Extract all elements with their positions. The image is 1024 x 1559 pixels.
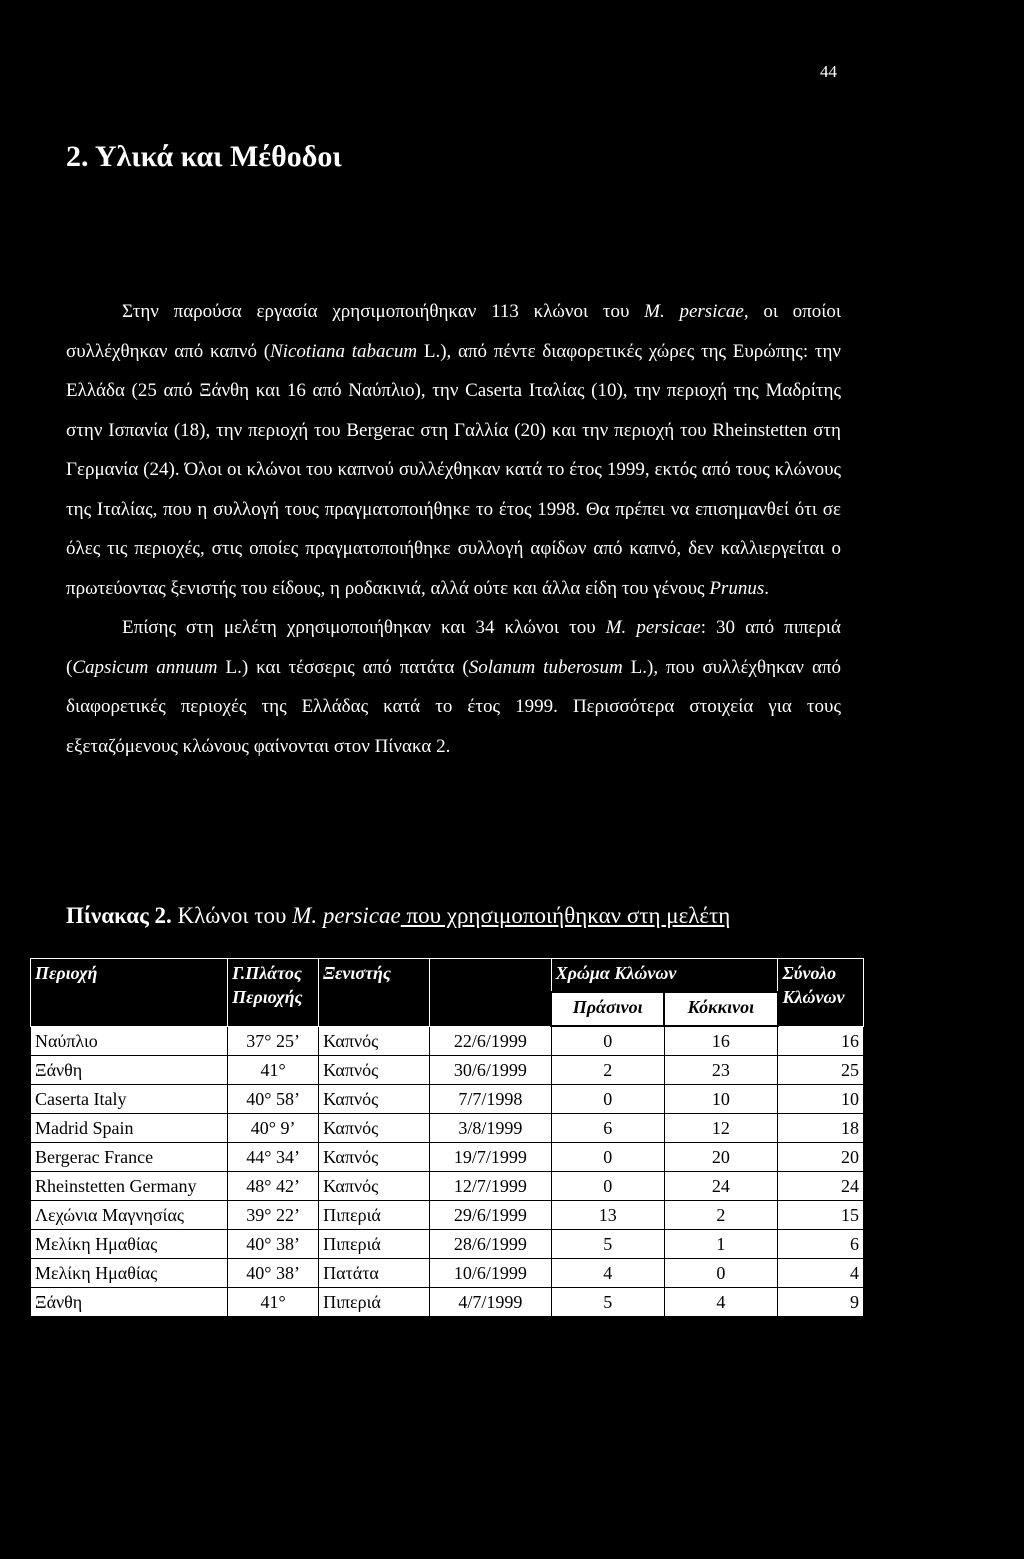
cell-total: 20	[778, 1143, 864, 1172]
table-row	[31, 1114, 864, 1143]
cell-total: 16	[778, 1026, 864, 1056]
cell-red: 23	[664, 1056, 777, 1085]
cell-red: 12	[664, 1114, 777, 1143]
caption-text: που χρησιμοποιήθηκαν στη μελέτη	[400, 903, 731, 928]
header-latitude: Γ.Πλάτος Περιοχής	[228, 959, 319, 1027]
cell-host: Πιπεριά	[319, 1230, 430, 1259]
cell-red: 0	[664, 1259, 777, 1288]
cell-total: 10	[778, 1085, 864, 1114]
section-title: 2. Υλικά και Μέθοδοι	[66, 140, 342, 173]
cell-region: Μελίκη Ημαθίας	[31, 1230, 228, 1259]
caption-species: M. persicae	[292, 903, 401, 928]
cell-green: 6	[551, 1114, 664, 1143]
cell-host: Καπνός	[319, 1172, 430, 1201]
cell-date: 4/7/1999	[430, 1288, 551, 1317]
cell-region: Madrid Spain	[31, 1114, 228, 1143]
cell-total: 6	[778, 1230, 864, 1259]
cell-host: Πατάτα	[319, 1259, 430, 1288]
cell-date: 30/6/1999	[430, 1056, 551, 1085]
cell-green: 0	[551, 1143, 664, 1172]
table-row	[31, 1288, 864, 1317]
header-host: Ξενιστής	[319, 959, 430, 1027]
header-clone-color: Χρώμα Κλώνων	[551, 959, 777, 993]
cell-green: 5	[551, 1230, 664, 1259]
caption-text: Κλώνοι του	[171, 903, 293, 928]
text-run: Επίσης στη μελέτη χρησιμοποιήθηκαν και 34 κλώνοι του	[122, 617, 606, 638]
table-row	[31, 1230, 864, 1259]
table-row	[31, 1143, 864, 1172]
text-run: .	[764, 577, 769, 599]
table-row	[31, 1085, 864, 1114]
cell-date: 19/7/1999	[430, 1143, 551, 1172]
cell-host: Πιπεριά	[319, 1201, 430, 1230]
cell-total: 18	[778, 1114, 864, 1143]
cell-total: 15	[778, 1201, 864, 1230]
genus-name: Prunus	[709, 577, 765, 599]
clones-table	[30, 958, 864, 1317]
cell-date: 12/7/1999	[430, 1172, 551, 1201]
header-region: Περιοχή	[31, 959, 228, 1027]
text-run: L.), από πέντε διαφορετικές χώρες της Ευρώπης: την Ελλάδα (25 από Ξάνθη και 16 από Ναύπλιο), την Caserta Ιταλίας (10), την περιοχή της Μαδρίτης στην Ισπανία (18), την περιοχή του Bergerac στη Γαλλία (20) και την περιοχή του Rheinstetten στη Γερμανία (24). Όλοι οι κλώνοι του καπνού συλλέχθηκαν κατά το έτος 1999, εκτός από τους κλώνους της Ιταλίας, που η συλλογή τους πραγματοποιήθηκε το έτος 1998. Θα πρέπει να επισημανθεί ότι σε όλες τις περιοχές, στις οποίες πραγματοποιήθηκε συλλογή αφίδων από καπνό, δεν καλλιεργείται ο πρωτεύοντας ξενιστής του είδους, η ροδακινιά, αλλά ούτε και άλλα είδη του γένους	[66, 340, 841, 599]
table-row	[31, 1259, 864, 1288]
cell-latitude: 37° 25’	[228, 1026, 319, 1056]
species-name: M. persicae	[605, 617, 701, 638]
cell-red: 20	[664, 1143, 777, 1172]
caption-label: Πίνακας 2.	[66, 903, 172, 928]
species-name: Solanum tuberosum	[468, 656, 623, 678]
cell-region: Λεχώνια Μαγνησίας	[31, 1201, 228, 1230]
species-name: Nicotiana tabacum	[270, 340, 418, 362]
cell-latitude: 39° 22’	[228, 1201, 319, 1230]
cell-region: Ξάνθη	[31, 1056, 228, 1085]
cell-host: Καπνός	[319, 1056, 430, 1085]
header-date	[430, 959, 551, 1027]
table-row	[31, 1201, 864, 1230]
cell-green: 0	[551, 1172, 664, 1201]
cell-latitude: 40° 38’	[228, 1259, 319, 1288]
cell-latitude: 41°	[228, 1056, 319, 1085]
cell-total: 24	[778, 1172, 864, 1201]
cell-red: 10	[664, 1085, 777, 1114]
text-run: L.), που συλλέχθηκαν από διαφορετικές περιοχές της Ελλάδας κατά το έτος 1999. Περισσότερα στοιχεία για τους εξεταζόμενους κλώνους φαίνονται στον Πίνακα 2.	[66, 656, 841, 757]
cell-green: 5	[551, 1288, 664, 1317]
header-red: Κόκκινοι	[664, 992, 777, 1026]
page-number: 44	[820, 62, 837, 81]
cell-red: 4	[664, 1288, 777, 1317]
header-green: Πράσινοι	[551, 992, 664, 1026]
cell-date: 3/8/1999	[430, 1114, 551, 1143]
cell-latitude: 41°	[228, 1288, 319, 1317]
cell-green: 2	[551, 1056, 664, 1085]
cell-region: Μελίκη Ημαθίας	[31, 1259, 228, 1288]
text-run: Στην παρούσα εργασία χρησιμοποιήθηκαν 113 κλώνοι του	[122, 301, 645, 322]
text-run: L.) και τέσσερις από πατάτα (	[217, 656, 469, 678]
cell-red: 24	[664, 1172, 777, 1201]
cell-green: 0	[551, 1085, 664, 1114]
cell-date: 28/6/1999	[430, 1230, 551, 1259]
cell-latitude: 44° 34’	[228, 1143, 319, 1172]
table-header-row	[31, 959, 864, 993]
header-total: Σύνολο Κλώνων	[778, 959, 864, 1027]
text-run: : 30 από πιπεριά (	[66, 617, 841, 678]
cell-latitude: 48° 42’	[228, 1172, 319, 1201]
cell-red: 2	[664, 1201, 777, 1230]
cell-green: 13	[551, 1201, 664, 1230]
cell-host: Καπνός	[319, 1114, 430, 1143]
paragraph	[66, 292, 841, 608]
cell-total: 25	[778, 1056, 864, 1085]
table-row	[31, 1056, 864, 1085]
cell-date: 29/6/1999	[430, 1201, 551, 1230]
cell-host: Καπνός	[319, 1026, 430, 1056]
cell-host: Πιπεριά	[319, 1288, 430, 1317]
cell-region: Bergerac France	[31, 1143, 228, 1172]
cell-total: 4	[778, 1259, 864, 1288]
paragraph	[66, 608, 841, 766]
table-caption	[66, 903, 730, 929]
cell-host: Καπνός	[319, 1143, 430, 1172]
text-run: , οι οποίοι συλλέχθηκαν από καπνό (	[66, 301, 841, 362]
cell-latitude: 40° 38’	[228, 1230, 319, 1259]
cell-region: Ναύπλιο	[31, 1026, 228, 1056]
cell-red: 1	[664, 1230, 777, 1259]
body-text	[66, 292, 841, 766]
cell-date: 22/6/1999	[430, 1026, 551, 1056]
cell-latitude: 40° 58’	[228, 1085, 319, 1114]
cell-green: 4	[551, 1259, 664, 1288]
cell-date: 7/7/1998	[430, 1085, 551, 1114]
cell-region: Rheinstetten Germany	[31, 1172, 228, 1201]
species-name: Capsicum annuum	[72, 656, 218, 678]
cell-latitude: 40° 9’	[228, 1114, 319, 1143]
cell-total: 9	[778, 1288, 864, 1317]
cell-green: 0	[551, 1026, 664, 1056]
species-name: M. persicae	[644, 301, 744, 322]
table-row	[31, 1026, 864, 1056]
cell-red: 16	[664, 1026, 777, 1056]
cell-region: Caserta Italy	[31, 1085, 228, 1114]
cell-date: 10/6/1999	[430, 1259, 551, 1288]
table-row	[31, 1172, 864, 1201]
cell-host: Καπνός	[319, 1085, 430, 1114]
cell-region: Ξάνθη	[31, 1288, 228, 1317]
